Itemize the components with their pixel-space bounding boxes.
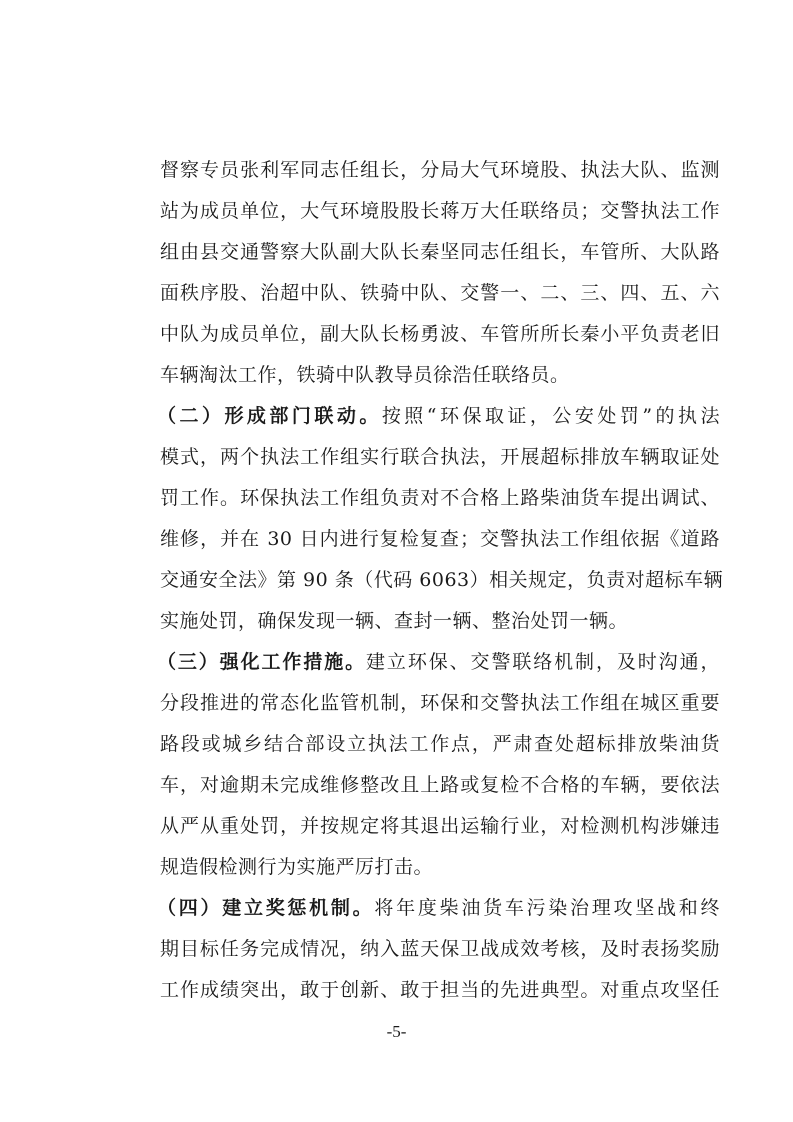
paragraph-3-line-1 — [157, 642, 720, 682]
page-number: -5- — [386, 1022, 407, 1041]
paragraph-3-line-4: 车，对逾期未完成维修整改且上路或复检不合格的车辆，要依法 — [160, 774, 720, 796]
paragraph-4-line-3: 工作成绩突出，敢于创新、敢于担当的先进典型。对重点攻坚任 — [160, 979, 720, 1001]
paragraph-2-line-2: 模式，两个执法工作组实行联合执法，开展超标排放车辆取证处 — [160, 446, 720, 468]
paragraph-2-line-5: 交通安全法》第 90 条（代码 6063）相关规定，负责对超标车辆 — [160, 569, 724, 591]
paragraph-1-line-2: 站为成员单位，大气环境股股长蒋万大任联络员；交警执法工作 — [160, 200, 720, 222]
paragraph-3-line-3: 路段或城乡结合部设立执法工作点，严肃查处超标排放柴油货 — [160, 733, 720, 755]
paragraph-4-line-1 — [157, 888, 720, 928]
paragraph-2-line-4: 维修，并在 30 日内进行复检复查；交警执法工作组依据《道路 — [160, 528, 720, 550]
section-heading-4: （四）建立奖惩机制。 — [157, 897, 375, 919]
paragraph-2-line-3: 罚工作。环保执法工作组负责对不合格上路柴油货车提出调试、 — [160, 487, 720, 509]
section-heading-3: （三）强化工作措施。 — [157, 651, 367, 673]
paragraph-1-line-5: 中队为成员单位，副大队长杨勇波、车管所所长秦小平负责老旧 — [160, 323, 720, 345]
paragraph-3-first-line-text: 建立环保、交警联络机制，及时沟通， — [366, 651, 720, 673]
paragraph-4-first-line-text: 将年度柴油货车污染治理攻坚战和终 — [374, 897, 720, 919]
paragraph-2-line-1 — [157, 396, 720, 436]
section-heading-2: （二）形成部门联动。 — [157, 405, 382, 427]
paragraph-1-line-4: 面秩序股、治超中队、铁骑中队、交警一、二、三、四、五、六 — [160, 282, 720, 304]
paragraph-1-line-3: 组由县交通警察大队副大队长秦坚同志任组长，车管所、大队路 — [160, 241, 720, 263]
paragraph-1-line-1: 督察专员张利军同志任组长，分局大气环境股、执法大队、监测 — [160, 159, 720, 181]
paragraph-1-line-6: 车辆淘汰工作，铁骑中队教导员徐浩任联络员。 — [160, 364, 570, 386]
paragraph-3-line-5: 从严从重处罚，并按规定将其退出运输行业，对检测机构涉嫌违 — [160, 815, 720, 837]
paragraph-4-line-2: 期目标任务完成情况，纳入蓝天保卫战成效考核，及时表扬奖励 — [160, 938, 720, 960]
paragraph-3-line-2: 分段推进的常态化监管机制，环保和交警执法工作组在城区重要 — [160, 692, 720, 714]
paragraph-3-line-6: 规造假检测行为实施严厉打击。 — [160, 856, 434, 878]
paragraph-2-first-line-text: 按照“环保取证，公安处罚”的执法 — [381, 405, 720, 427]
paragraph-2-line-6: 实施处罚，确保发现一辆、查封一辆、整治处罚一辆。 — [160, 610, 629, 632]
